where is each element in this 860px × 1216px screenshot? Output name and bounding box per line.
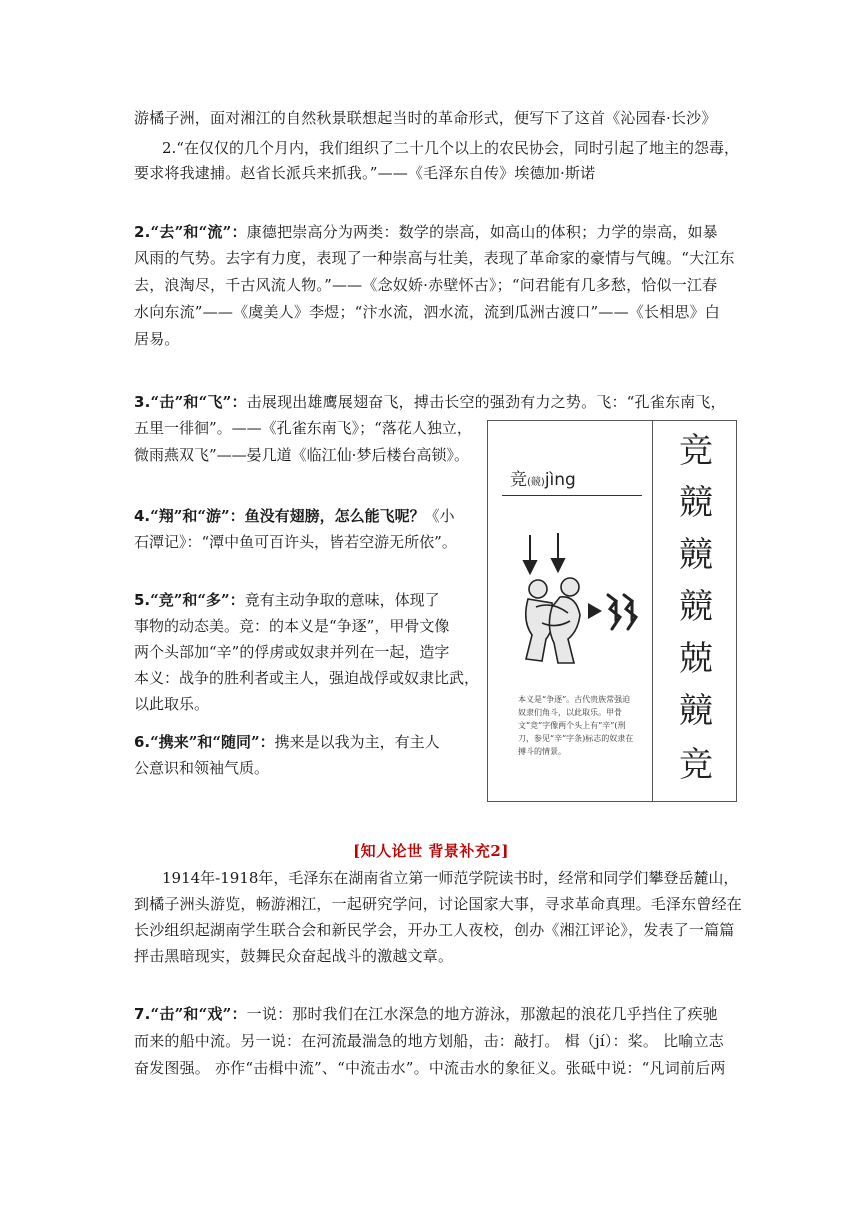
text-line: 去，浪淘尽，千古风流人物。”——《念奴娇·赤壁怀古》；“问君能有几多愁，恰似一江春 [134, 276, 718, 294]
item-keyword: “击”和“戏”： [150, 1005, 247, 1023]
item-number: 5. [134, 591, 151, 609]
text-line: 以此取乐。 [134, 695, 210, 713]
text-line: 事物的动态美。竞：的本义是“争逐”，甲骨文像 [134, 617, 450, 635]
glyph-oracle: 竞 [679, 431, 713, 471]
item-number: 3. [134, 393, 151, 411]
item-3-line [134, 390, 728, 414]
figure-pinyin: jìng [544, 470, 576, 490]
item-text: 《小 [424, 507, 455, 525]
text-line: 居易。 [134, 330, 180, 348]
item-text: 康德把崇高分为两类：数学的崇高，如高山的体积；力学的崇高，如暴 [246, 223, 718, 241]
glyph-cursive: 兢 [679, 639, 713, 679]
item-number: 2. [134, 223, 151, 241]
item-text: 携来是以我为主，有主人 [274, 733, 440, 751]
item-keyword: “去”和“流”： [150, 223, 247, 241]
text-line: 2.“在仅仅的几个月内，我们组织了二十几个以上的农民协会，同时引起了地主的怨毒， [162, 139, 739, 157]
glyph-clerical: 競 [679, 587, 713, 627]
figure-caption: 本义是“争逐”。古代贵族常强迫奴隶们角斗，以此取乐。甲骨文“竞”字像两个头上有“辛”(刑刀，参见“辛”字条)标志的奴隶在搏斗的情景。 [518, 695, 634, 756]
text-line: 本义：战争的胜利者或主人，强迫战俘或奴隶比武， [134, 669, 480, 687]
text-line: 风雨的气势。去字有力度，表现了一种崇高与壮美，表现了革命家的豪情与气魄。“大江东 [134, 249, 735, 267]
item-keyword: “竞”和“多”： [150, 591, 245, 609]
glyph-evolution-column [656, 421, 736, 801]
glyph-seal: 竸 [679, 535, 713, 575]
item-2-line [134, 220, 728, 244]
figure-title-rule [502, 495, 642, 496]
item-6-line [134, 730, 440, 754]
text-line: 微雨燕双飞”——晏几道《临江仙·梦后楼台高锁》。 [134, 446, 469, 464]
glyph-running: 竸 [679, 691, 713, 731]
glyph-simplified: 竞 [679, 745, 713, 785]
figure-title-traditional: (競) [527, 477, 545, 488]
text-line: 要求将我逮捕。赵省长派兵来抓我。”——《毛泽东自传》埃德加·斯诺 [134, 164, 596, 182]
text-line: 游橘子洲，面对湘江的自然秋景联想起当时的革命形式，便写下了这首《沁园春·长沙》 [134, 109, 717, 127]
item-text: 竟有主动争取的意味，体现了 [244, 591, 440, 609]
item-5-line [134, 588, 440, 612]
item-number: 7. [134, 1005, 151, 1023]
figure-title-char: 竞 [510, 470, 527, 490]
text-line: 五里一徘徊”。——《孔雀东南飞》；“落花人独立， [134, 419, 472, 437]
item-7-line [134, 1002, 728, 1026]
glyph-bronze: 競 [679, 483, 713, 523]
text-line: 石潭记》：“潭中鱼可百许头，皆若空游无所依”。 [134, 533, 457, 551]
item-4-line [134, 504, 455, 528]
text-line: 到橘子洲头游览，畅游湘江，一起研究学问，讨论国家大事，寻求革命真理。毛泽东曾经在 [134, 895, 743, 913]
item-text: 一说：那时我们在江水深急的地方游泳，那激起的浪花几乎挡住了疾驰 [246, 1005, 718, 1023]
wrestlers-illustration [512, 531, 642, 681]
item-keyword: “翔”和“游”：鱼没有翅膀，怎么能飞呢？ [150, 507, 425, 525]
section-heading: [知人论世 背景补充2] [353, 842, 509, 860]
figure-title [510, 465, 576, 490]
text-line: 水向东流”——《虞美人》李煜；“汴水流，泗水流，流到瓜洲古渡口”——《长相思》白 [134, 303, 721, 321]
item-keyword: “携来”和“随同”： [150, 733, 275, 751]
figure-divider [652, 421, 653, 801]
text-line: 长沙组织起湖南学生联合会和新民学会，开办工人夜校，创办《湘江评论》，发表了一篇篇 [134, 921, 735, 939]
item-text: 击展现出雄鹰展翅奋飞，搏击长空的强劲有力之势。飞：“孔雀东南飞， [246, 393, 726, 411]
item-keyword: “击”和“飞”： [150, 393, 247, 411]
item-number: 6. [134, 733, 151, 751]
text-line: 抨击黑暗现实，鼓舞民众奋起战斗的激越文章。 [134, 947, 454, 965]
item-number: 4. [134, 507, 151, 525]
text-line: 公意识和领袖气质。 [134, 759, 270, 777]
character-figure [487, 420, 737, 802]
text-line: 奋发图强。 亦作“击楫中流”、“中流击水”。中流击水的象征义。张砥中说：“凡词前后两 [134, 1059, 726, 1077]
text-line: 而来的船中流。另一说：在河流最湍急的地方划船，击：敲打。 楫（jí）：桨。 比喻立志 [134, 1032, 724, 1050]
text-line: 1914年-1918年，毛泽东在湖南省立第一师范学院读书时，经常和同学们攀登岳麓山， [162, 869, 739, 887]
text-line: 两个头部加“辛”的俘虏或奴隶并列在一起，造字 [134, 643, 450, 661]
